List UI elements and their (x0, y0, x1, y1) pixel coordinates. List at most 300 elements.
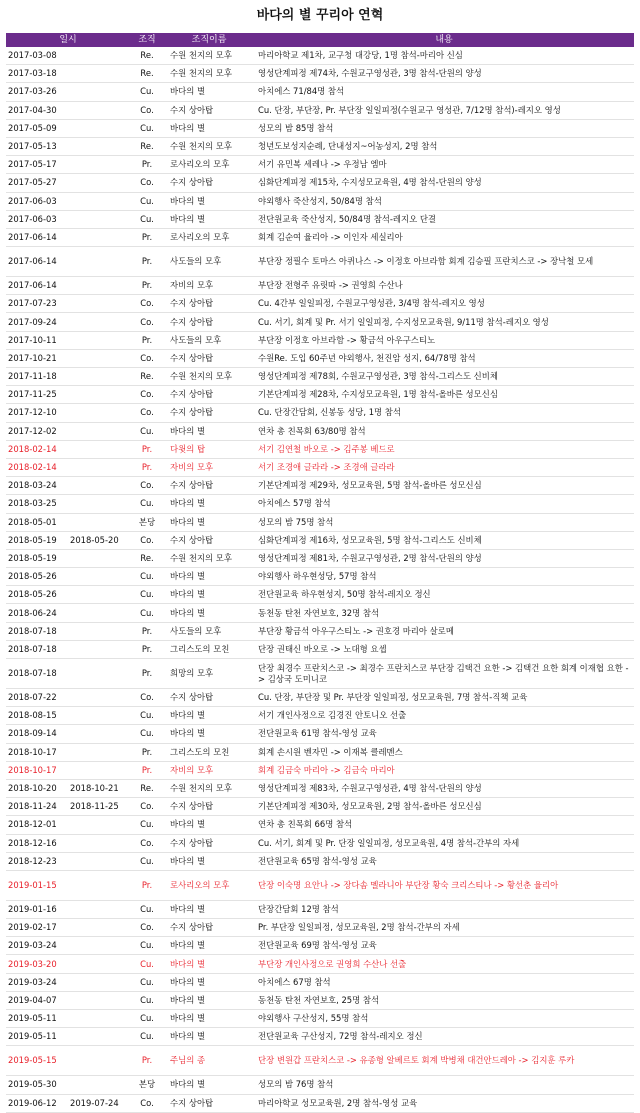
end-date-cell (68, 513, 130, 531)
org-name-cell: 자비의 모후 (164, 761, 254, 779)
org-cell: Cu. (130, 1010, 164, 1028)
start-date-cell: 2018-06-24 (6, 604, 68, 622)
start-date-cell: 2019-05-15 (6, 1046, 68, 1076)
org-cell: Cu. (130, 937, 164, 955)
org-name-cell: 로사리오의 모후 (164, 156, 254, 174)
start-date-cell: 2017-10-21 (6, 349, 68, 367)
start-date-cell: 2018-05-26 (6, 568, 68, 586)
table-row (6, 101, 634, 119)
content-cell: 아치에스 71/84명 참석 (254, 83, 634, 101)
end-date-cell (68, 137, 130, 155)
table-row (6, 659, 634, 689)
org-name-cell: 로사리오의 모후 (164, 870, 254, 900)
org-name-cell: 사도들의 모후 (164, 622, 254, 640)
end-date-cell (68, 568, 130, 586)
end-date-cell (68, 313, 130, 331)
end-date-cell (68, 1010, 130, 1028)
content-cell: Cu. 서기, 회계 및 Pr. 서기 일일피정, 수지성모교육원, 9/11명 참석-레지오 영성 (254, 313, 634, 331)
end-date-cell (68, 725, 130, 743)
end-date-cell (68, 65, 130, 83)
org-name-cell: 바다의 별 (164, 83, 254, 101)
table-row (6, 1046, 634, 1076)
end-date-cell (68, 707, 130, 725)
table-row (6, 761, 634, 779)
end-date-cell (68, 919, 130, 937)
content-cell: 성모의 밤 76명 참석 (254, 1076, 634, 1094)
table-row (6, 640, 634, 658)
end-date-cell (68, 659, 130, 689)
org-cell: Co. (130, 919, 164, 937)
content-cell: 전단원교육 65명 참석-영성 교육 (254, 852, 634, 870)
start-date-cell: 2017-06-03 (6, 210, 68, 228)
org-name-cell: 바다의 별 (164, 852, 254, 870)
end-date-cell (68, 247, 130, 277)
table-row (6, 586, 634, 604)
end-date-cell: 2018-10-21 (68, 779, 130, 797)
start-date-cell: 2019-03-20 (6, 955, 68, 973)
content-cell: 단장 변원갑 프란치스코 -> 유종형 알베르토 회계 박병채 대건안드레아 -> 김지훈 루카 (254, 1046, 634, 1076)
content-cell: 야외행사 구산성지, 55명 참석 (254, 1010, 634, 1028)
end-date-cell (68, 192, 130, 210)
org-cell: Re. (130, 549, 164, 567)
end-date-cell (68, 331, 130, 349)
table-row (6, 83, 634, 101)
history-table (6, 33, 634, 1113)
org-cell: Pr. (130, 331, 164, 349)
org-name-cell: 수지 상아탑 (164, 834, 254, 852)
content-cell: 수원Re. 도입 60주년 야외행사, 천진암 성지, 64/78명 참석 (254, 349, 634, 367)
end-date-cell (68, 852, 130, 870)
header-date: 일시 (59, 35, 77, 45)
end-date-cell (68, 228, 130, 246)
start-date-cell: 2017-11-18 (6, 368, 68, 386)
table-row (6, 228, 634, 246)
end-date-cell (68, 586, 130, 604)
end-date-cell (68, 973, 130, 991)
content-cell: Cu. 4간부 일일피정, 수원교구영성관, 3/4명 참석-레지오 영성 (254, 295, 634, 313)
org-name-cell: 바다의 별 (164, 604, 254, 622)
org-name-cell: 바다의 별 (164, 955, 254, 973)
org-cell: Cu. (130, 991, 164, 1009)
org-cell: Cu. (130, 816, 164, 834)
content-cell: 단장간담회 12명 참석 (254, 900, 634, 918)
content-cell: 부단장 황금석 아우구스티노 -> 권호경 마리아 살로메 (254, 622, 634, 640)
table-row (6, 368, 634, 386)
org-cell: Pr. (130, 228, 164, 246)
org-name-cell: 수원 천지의 모후 (164, 549, 254, 567)
start-date-cell: 2018-09-14 (6, 725, 68, 743)
org-cell: Co. (130, 313, 164, 331)
content-cell: 전단원교육 69명 참석-영성 교육 (254, 937, 634, 955)
org-cell: Co. (130, 295, 164, 313)
page-title: 바다의 별 꾸리아 연혁 (256, 8, 384, 23)
end-date-cell (68, 368, 130, 386)
org-cell: Cu. (130, 422, 164, 440)
org-name-cell: 그리스도의 모친 (164, 743, 254, 761)
org-name-cell: 바다의 별 (164, 973, 254, 991)
table-row (6, 1094, 634, 1112)
end-date-cell (68, 622, 130, 640)
end-date-cell (68, 834, 130, 852)
table-row (6, 349, 634, 367)
org-name-cell: 수지 상아탑 (164, 349, 254, 367)
table-row (6, 834, 634, 852)
org-cell: Re. (130, 65, 164, 83)
table-row (6, 900, 634, 918)
start-date-cell: 2017-06-14 (6, 277, 68, 295)
end-date-cell (68, 83, 130, 101)
org-cell: Cu. (130, 495, 164, 513)
org-cell: Pr. (130, 247, 164, 277)
end-date-cell (68, 458, 130, 476)
org-name-cell: 바다의 별 (164, 991, 254, 1009)
end-date-cell (68, 955, 130, 973)
content-cell: 동천동 탄천 자연보호, 25명 참석 (254, 991, 634, 1009)
org-name-cell: 수원 천지의 모후 (164, 779, 254, 797)
start-date-cell: 2018-12-01 (6, 816, 68, 834)
org-cell: Re. (130, 47, 164, 65)
org-name-cell: 다윗의 탑 (164, 440, 254, 458)
org-name-cell: 수지 상아탑 (164, 313, 254, 331)
content-cell: 서기 김연철 바오로 -> 김주봉 베드로 (254, 440, 634, 458)
content-cell: 부단장 개인사정으로 권영희 수산나 선출 (254, 955, 634, 973)
table-row (6, 210, 634, 228)
end-date-cell (68, 119, 130, 137)
end-date-cell (68, 604, 130, 622)
org-cell: Cu. (130, 852, 164, 870)
org-cell: Pr. (130, 458, 164, 476)
table-row (6, 386, 634, 404)
org-cell: 본당 (130, 1076, 164, 1094)
table-row (6, 295, 634, 313)
content-cell: 단장 이숙명 요안나 -> 장다솜 멜라니아 부단장 황숙 크리스티나 -> 황선춘 율리아 (254, 870, 634, 900)
org-cell: Cu. (130, 586, 164, 604)
org-cell: Pr. (130, 156, 164, 174)
end-date-cell (68, 900, 130, 918)
end-date-cell (68, 349, 130, 367)
start-date-cell: 2017-05-09 (6, 119, 68, 137)
table-row (6, 247, 634, 277)
org-name-cell: 사도들의 모후 (164, 331, 254, 349)
content-cell: 영성단계피정 제74차, 수원교구영성관, 3명 참석-단원의 양성 (254, 65, 634, 83)
org-name-cell: 바다의 별 (164, 1028, 254, 1046)
content-cell: Cu. 단장, 부단장, Pr. 부단장 일일피정(수원교구 영성관, 7/12명 참석)-레지오 영성 (254, 101, 634, 119)
org-cell: Cu. (130, 83, 164, 101)
start-date-cell: 2018-10-17 (6, 761, 68, 779)
end-date-cell (68, 1076, 130, 1094)
end-date-cell (68, 549, 130, 567)
org-name-cell: 수지 상아탑 (164, 386, 254, 404)
start-date-cell: 2019-02-17 (6, 919, 68, 937)
org-name-cell: 바다의 별 (164, 816, 254, 834)
org-name-cell: 수지 상아탑 (164, 404, 254, 422)
org-cell: Pr. (130, 1046, 164, 1076)
org-name-cell: 수지 상아탑 (164, 1094, 254, 1112)
content-cell: 서기 개인사정으로 김경진 안토니오 선출 (254, 707, 634, 725)
start-date-cell: 2017-05-13 (6, 137, 68, 155)
content-cell: 야외행사 죽산성지, 50/84명 참석 (254, 192, 634, 210)
start-date-cell: 2018-08-15 (6, 707, 68, 725)
table-row (6, 973, 634, 991)
content-cell: 아치에스 57명 참석 (254, 495, 634, 513)
start-date-cell: 2018-02-14 (6, 458, 68, 476)
start-date-cell: 2019-05-11 (6, 1010, 68, 1028)
content-cell: 기본단계피정 제29차, 성모교육원, 5명 참석-올바른 성모신심 (254, 477, 634, 495)
start-date-cell: 2018-02-14 (6, 440, 68, 458)
content-cell: 회계 김순여 율리아 -> 이인자 세실리아 (254, 228, 634, 246)
content-cell: 서기 조경애 글라라 -> 조경애 글라라 (254, 458, 634, 476)
content-cell: 기본단계피정 제28차, 수지성모교육원, 1명 참석-올바른 성모신심 (254, 386, 634, 404)
start-date-cell: 2017-06-03 (6, 192, 68, 210)
org-name-cell: 희망의 모후 (164, 659, 254, 689)
org-cell: Cu. (130, 707, 164, 725)
start-date-cell: 2018-12-23 (6, 852, 68, 870)
table-row (6, 779, 634, 797)
end-date-cell (68, 277, 130, 295)
start-date-cell: 2017-12-10 (6, 404, 68, 422)
content-cell: 부단장 정필수 토마스 아퀴나스 -> 이정호 아브라함 회계 김승필 프란치스코 -> 장낙철 모세 (254, 247, 634, 277)
end-date-cell (68, 991, 130, 1009)
content-cell: Cu. 서기, 회계 및 Pr. 단장 일일피정, 성모교육원, 4명 참석-간부의 자세 (254, 834, 634, 852)
org-name-cell: 바다의 별 (164, 707, 254, 725)
start-date-cell: 2018-05-19 (6, 531, 68, 549)
org-name-cell: 수지 상아탑 (164, 101, 254, 119)
start-date-cell: 2017-11-25 (6, 386, 68, 404)
org-name-cell: 바다의 별 (164, 422, 254, 440)
org-cell: Pr. (130, 277, 164, 295)
org-name-cell: 바다의 별 (164, 1010, 254, 1028)
end-date-cell (68, 1028, 130, 1046)
start-date-cell: 2018-05-19 (6, 549, 68, 567)
start-date-cell: 2019-06-12 (6, 1094, 68, 1112)
org-cell: Co. (130, 689, 164, 707)
org-cell: Pr. (130, 622, 164, 640)
content-cell: 성모의 밤 75명 참석 (254, 513, 634, 531)
start-date-cell: 2017-10-11 (6, 331, 68, 349)
content-cell: 아치에스 67명 참석 (254, 973, 634, 991)
start-date-cell: 2018-07-18 (6, 640, 68, 658)
org-cell: Co. (130, 101, 164, 119)
org-name-cell: 수지 상아탑 (164, 477, 254, 495)
start-date-cell: 2017-05-27 (6, 174, 68, 192)
org-cell: Pr. (130, 440, 164, 458)
end-date-cell (68, 156, 130, 174)
table-row (6, 137, 634, 155)
content-cell: 동천동 탄천 자연보호, 32명 참석 (254, 604, 634, 622)
table-row (6, 1010, 634, 1028)
end-date-cell (68, 210, 130, 228)
content-cell: 성모의 밤 85명 참석 (254, 119, 634, 137)
org-cell: Pr. (130, 743, 164, 761)
header-content: 내용 (435, 35, 453, 45)
org-name-cell: 바다의 별 (164, 210, 254, 228)
org-name-cell: 수원 천지의 모후 (164, 368, 254, 386)
org-name-cell: 바다의 별 (164, 937, 254, 955)
start-date-cell: 2018-03-24 (6, 477, 68, 495)
end-date-cell (68, 477, 130, 495)
end-date-cell (68, 422, 130, 440)
content-cell: 부단장 이정호 아브라함 -> 황금석 아우구스티노 (254, 331, 634, 349)
org-name-cell: 로사리오의 모후 (164, 228, 254, 246)
org-cell: Co. (130, 531, 164, 549)
content-cell: 청년도보성지순례, 단내성지~어농성지, 2명 참석 (254, 137, 634, 155)
end-date-cell (68, 816, 130, 834)
start-date-cell: 2017-03-18 (6, 65, 68, 83)
start-date-cell: 2017-09-24 (6, 313, 68, 331)
org-cell: Cu. (130, 973, 164, 991)
org-cell: Re. (130, 137, 164, 155)
content-cell: 회계 손시원 벤자민 -> 이재복 클레멘스 (254, 743, 634, 761)
table-row (6, 47, 634, 65)
content-cell: 단장 최경수 프란치스코 -> 최경수 프란치스코 부단장 김택건 요한 -> 김택건 요한 회계 이재협 요한 -> 김상국 도미니코 (254, 659, 634, 689)
table-row (6, 955, 634, 973)
org-name-cell: 주님의 종 (164, 1046, 254, 1076)
org-cell: Cu. (130, 192, 164, 210)
content-cell: 전단원교육 죽산성지, 50/84명 참석-레지오 단결 (254, 210, 634, 228)
end-date-cell (68, 689, 130, 707)
end-date-cell (68, 937, 130, 955)
content-cell: Cu. 단장, 부단장 및 Pr. 부단장 일일피정, 성모교육원, 7명 참석-직책 교육 (254, 689, 634, 707)
table-row (6, 65, 634, 83)
end-date-cell (68, 640, 130, 658)
content-cell: 연차 총 친목회 66명 참석 (254, 816, 634, 834)
org-cell: Co. (130, 1094, 164, 1112)
content-cell: 야외행사 하우현성당, 57명 참석 (254, 568, 634, 586)
start-date-cell: 2018-12-16 (6, 834, 68, 852)
table-row (6, 495, 634, 513)
org-cell: Co. (130, 386, 164, 404)
org-name-cell: 바다의 별 (164, 1076, 254, 1094)
org-name-cell: 수원 천지의 모후 (164, 47, 254, 65)
start-date-cell: 2017-03-26 (6, 83, 68, 101)
org-cell: Cu. (130, 1028, 164, 1046)
org-cell: Cu. (130, 604, 164, 622)
org-cell: Co. (130, 477, 164, 495)
content-cell: 심화단계피정 제16차, 성모교육원, 5명 참석-그리스도 신비체 (254, 531, 634, 549)
org-name-cell: 자비의 모후 (164, 277, 254, 295)
org-name-cell: 바다의 별 (164, 192, 254, 210)
table-row (6, 919, 634, 937)
table-row (6, 313, 634, 331)
content-cell: 전단원교육 구산성지, 72명 참석-레지오 정신 (254, 1028, 634, 1046)
org-name-cell: 수지 상아탑 (164, 295, 254, 313)
content-cell: 전단원교육 하우현성지, 50명 참석-레지오 정신 (254, 586, 634, 604)
start-date-cell: 2017-06-14 (6, 228, 68, 246)
start-date-cell: 2019-05-30 (6, 1076, 68, 1094)
table-row (6, 991, 634, 1009)
table-row (6, 816, 634, 834)
org-name-cell: 사도들의 모후 (164, 247, 254, 277)
content-cell: Pr. 부단장 일일피정, 성모교육원, 2명 참석-간부의 자세 (254, 919, 634, 937)
table-row (6, 277, 634, 295)
content-cell: 전단원교육 61명 참석-영성 교육 (254, 725, 634, 743)
org-cell: Cu. (130, 725, 164, 743)
content-cell: 마리아학교 성모교육원, 2명 참석-영성 교육 (254, 1094, 634, 1112)
org-cell: Cu. (130, 568, 164, 586)
org-name-cell: 수지 상아탑 (164, 689, 254, 707)
org-cell: Co. (130, 834, 164, 852)
org-name-cell: 수지 상아탑 (164, 174, 254, 192)
content-cell: 영성단계피정 제81차, 수원교구영성관, 2명 참석-단원의 양성 (254, 549, 634, 567)
org-cell: Pr. (130, 870, 164, 900)
org-name-cell: 바다의 별 (164, 586, 254, 604)
end-date-cell: 2018-05-20 (68, 531, 130, 549)
end-date-cell: 2019-07-24 (68, 1094, 130, 1112)
start-date-cell: 2018-05-01 (6, 513, 68, 531)
end-date-cell (68, 101, 130, 119)
end-date-cell (68, 761, 130, 779)
table-row (6, 192, 634, 210)
org-cell: Pr. (130, 659, 164, 689)
end-date-cell (68, 495, 130, 513)
org-cell: Re. (130, 779, 164, 797)
org-name-cell: 수지 상아탑 (164, 798, 254, 816)
content-cell: 마리아학교 제1차, 교구청 대강당, 1명 참석-마리아 신심 (254, 47, 634, 65)
end-date-cell: 2018-11-25 (68, 798, 130, 816)
table-row (6, 404, 634, 422)
table-row (6, 725, 634, 743)
table-row (6, 440, 634, 458)
end-date-cell (68, 174, 130, 192)
start-date-cell: 2019-04-07 (6, 991, 68, 1009)
start-date-cell: 2017-05-17 (6, 156, 68, 174)
org-cell: Re. (130, 368, 164, 386)
table-row (6, 119, 634, 137)
end-date-cell (68, 743, 130, 761)
content-cell: 부단장 전형주 유릿따 -> 권영희 수산나 (254, 277, 634, 295)
org-name-cell: 수원 천지의 모후 (164, 137, 254, 155)
start-date-cell: 2017-04-30 (6, 101, 68, 119)
table-row (6, 937, 634, 955)
org-cell: Cu. (130, 210, 164, 228)
table-row (6, 870, 634, 900)
org-name-cell: 자비의 모후 (164, 458, 254, 476)
org-name-cell: 수원 천지의 모후 (164, 65, 254, 83)
table-row (6, 549, 634, 567)
header-org-name: 조직이름 (191, 35, 227, 45)
table-row (6, 622, 634, 640)
end-date-cell (68, 47, 130, 65)
table-row (6, 422, 634, 440)
end-date-cell (68, 404, 130, 422)
table-row (6, 174, 634, 192)
org-name-cell: 수지 상아탑 (164, 919, 254, 937)
content-cell: 회계 김금숙 마리아 -> 김금숙 마리아 (254, 761, 634, 779)
start-date-cell: 2019-03-24 (6, 937, 68, 955)
org-cell: Cu. (130, 900, 164, 918)
end-date-cell (68, 1046, 130, 1076)
start-date-cell: 2018-10-17 (6, 743, 68, 761)
org-cell: Pr. (130, 761, 164, 779)
content-cell: 영성단계피정 제78회, 수원교구영성관, 3명 참석-그리스도 신비체 (254, 368, 634, 386)
table-row (6, 156, 634, 174)
start-date-cell: 2018-07-18 (6, 659, 68, 689)
start-date-cell: 2018-05-26 (6, 586, 68, 604)
start-date-cell: 2019-03-24 (6, 973, 68, 991)
end-date-cell (68, 870, 130, 900)
table-row (6, 852, 634, 870)
start-date-cell: 2019-01-15 (6, 870, 68, 900)
start-date-cell: 2017-06-14 (6, 247, 68, 277)
header-org: 조직 (138, 35, 156, 45)
end-date-cell (68, 440, 130, 458)
org-name-cell: 바다의 별 (164, 568, 254, 586)
table-row (6, 531, 634, 549)
start-date-cell: 2018-07-18 (6, 622, 68, 640)
start-date-cell: 2017-12-02 (6, 422, 68, 440)
table-row (6, 568, 634, 586)
org-cell: Cu. (130, 955, 164, 973)
